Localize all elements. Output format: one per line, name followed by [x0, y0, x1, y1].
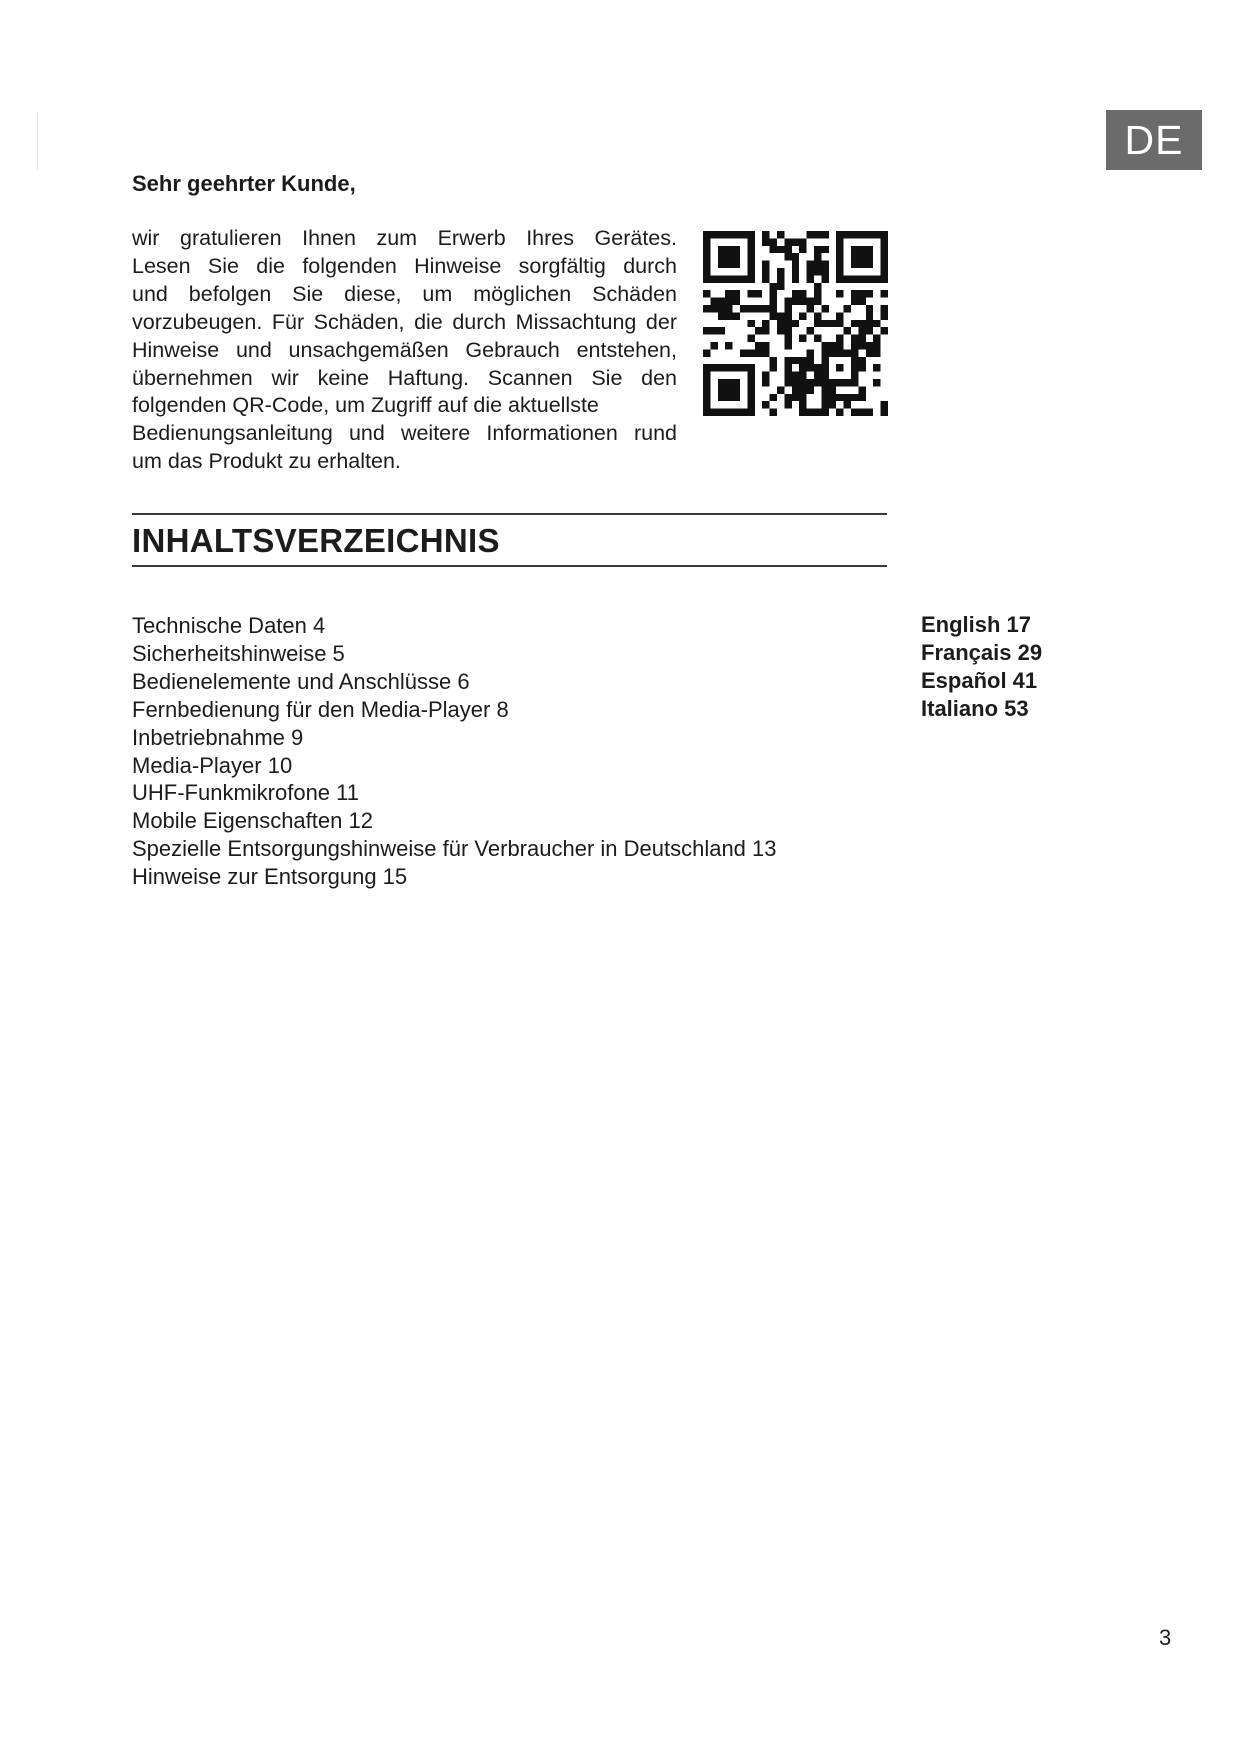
toc-item[interactable]: Bedienelemente und Anschlüsse 6: [132, 668, 470, 694]
language-badge: DE: [1106, 110, 1202, 170]
intro-line: übernehmen wir keine Haftung. Scannen Sie den: [132, 365, 677, 390]
intro-line: und befolgen Sie diese, um möglichen Schäden: [132, 281, 677, 306]
greeting: Sehr geehrter Kunde,: [132, 171, 356, 196]
intro-line: folgenden QR-Code, um Zugriff auf die aktuellste: [132, 393, 599, 418]
toc-item[interactable]: UHF-Funkmikrofone 11: [132, 780, 359, 806]
toc-list: [132, 612, 777, 891]
intro-line: vorzubeugen. Für Schäden, die durch Missachtung der: [132, 309, 677, 334]
language-section-english[interactable]: English 17: [921, 612, 1032, 637]
language-section-french[interactable]: Français 29: [921, 639, 1043, 665]
qr-code-icon[interactable]: [703, 231, 888, 416]
toc-item[interactable]: Spezielle Entsorgungshinweise für Verbraucher in Deutschland 13: [132, 836, 777, 862]
intro-line: um das Produkt zu erhalten.: [132, 449, 401, 474]
language-section-italian[interactable]: Italiano 53: [921, 695, 1029, 721]
toc-title: INHALTSVERZEICHNIS: [132, 522, 500, 559]
toc-rule-bottom: [132, 565, 887, 567]
intro-line: Bedienungsanleitung und weitere Informationen rund: [132, 421, 677, 446]
toc-item[interactable]: Fernbedienung für den Media-Player 8: [132, 696, 509, 722]
language-section-spanish[interactable]: Español 41: [921, 667, 1038, 693]
page-edge-mark: [37, 112, 38, 170]
intro-line: Lesen Sie die folgenden Hinweise sorgfältig durch: [132, 253, 677, 278]
toc-item[interactable]: Inbetriebnahme 9: [132, 724, 304, 750]
intro-paragraph: [132, 225, 677, 476]
toc-item[interactable]: Hinweise zur Entsorgung 15: [132, 864, 408, 890]
toc-item[interactable]: Technische Daten 4: [132, 613, 326, 638]
toc-rule-top: [132, 513, 887, 515]
toc-item[interactable]: Sicherheitshinweise 5: [132, 640, 345, 666]
page-number: 3: [1159, 1625, 1172, 1650]
toc-item[interactable]: Media-Player 10: [132, 752, 293, 778]
intro-line: Hinweise und unsachgemäßen Gebrauch entstehen,: [132, 337, 677, 362]
language-section-list: [921, 611, 1042, 723]
intro-line: wir gratulieren Ihnen zum Erwerb Ihres Gerätes.: [132, 226, 677, 250]
toc-item[interactable]: Mobile Eigenschaften 12: [132, 808, 373, 834]
